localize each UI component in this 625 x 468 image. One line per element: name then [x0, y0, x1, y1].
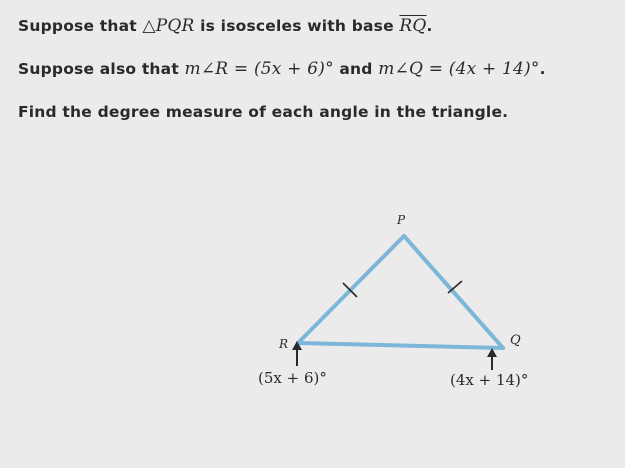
vertex-label-p: P	[397, 213, 406, 227]
line2-suffix: .	[539, 60, 546, 78]
angle-q-expression: m∠Q = (4x + 14)°	[378, 59, 540, 79]
base-segment: $\overline{RQ}$	[399, 16, 427, 36]
angle-r-expression: m∠R = (5x + 6)°	[184, 59, 334, 79]
line1-prefix: Suppose that	[18, 17, 143, 35]
vertex-label-q: Q	[510, 333, 521, 348]
line1-middle: is isosceles with base	[194, 17, 400, 35]
line2-prefix: Suppose also that	[18, 60, 185, 78]
side-rq	[298, 343, 503, 348]
angle-q-label: (4x + 14)°	[450, 371, 529, 389]
problem-line-3: Find the degree measure of each angle in the triangle.	[18, 103, 509, 121]
vertex-label-r: R	[279, 337, 289, 351]
line2-middle: and	[333, 60, 379, 78]
angle-r-label: (5x + 6)°	[258, 369, 327, 387]
line1-suffix: .	[426, 17, 433, 35]
side-rp	[298, 236, 404, 343]
side-pq	[404, 236, 503, 348]
triangle-symbol: △PQR	[142, 16, 195, 36]
